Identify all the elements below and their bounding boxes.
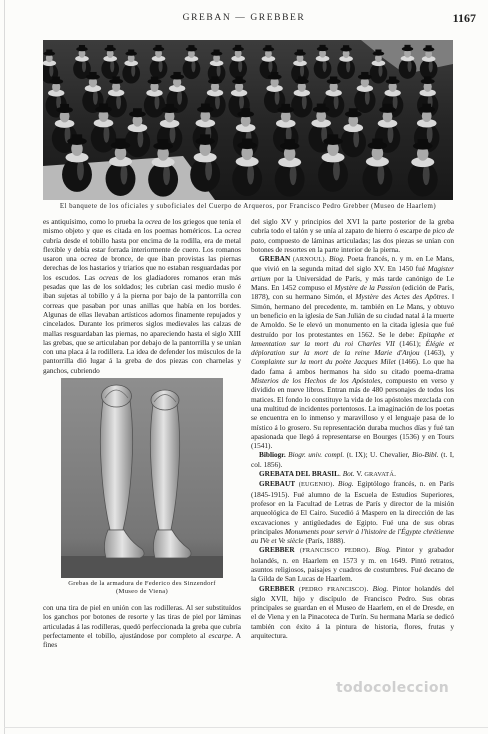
text-run: . — [366, 583, 373, 593]
entry-greban-bibliography — [251, 450, 454, 469]
text-run: (1466). Lo que ha dado fama á ambos hermanos ha sido su citado poema-drama — [251, 357, 454, 376]
italic-run: Epitaphe et lamentation sur la mort du roi Charles VII — [251, 329, 454, 348]
text-run: es antiquísimo, como lo prueba la — [43, 217, 146, 226]
italic-run: Misterios de los Hechos de los Apóstoles — [251, 376, 381, 386]
entry-grebata-del-brasil — [251, 469, 454, 479]
italic-run: pico de pato — [251, 226, 454, 245]
text-run: (t. IX); U. Chevalier, — [344, 450, 412, 460]
entry-grebber-francisco-pedro — [251, 545, 454, 583]
text-run: . A fines — [43, 630, 241, 650]
text-run: (1463), y — [419, 348, 454, 358]
text-run: . — [324, 254, 330, 264]
text-run: , compuesto en verso y dividido en nueve libros. Entran más de 480 personajes de todos los matices. El fondo lo constituye la vida de los apóstoles mezclada con una multitud de incidentes portentosos. La imaginación de los poetas se encuentra en lo inmenso y maravilloso y el lenguaje pasa de lo místico á lo grosero. Su representación duraba muchos días y fué tan apasionada que llegó á representarse en Bourges (1536) y en Tours (1541). — [251, 376, 454, 451]
left-figure-caption — [43, 580, 241, 596]
text-run: V. — [354, 469, 365, 479]
left-figure-caption-line2: (Museo de Viena) — [116, 588, 168, 596]
text-run: , compuesto de láminas articuladas; las dos piezas se unían con botones de resortes en la parte interior de la pierna. — [251, 235, 454, 254]
entry-greban — [251, 254, 454, 450]
italic-run: ocreas — [99, 272, 119, 282]
italic-run: Biog. — [329, 254, 345, 264]
headword: GREBAN — [259, 254, 291, 264]
italic-run: Complainte sur la mort du poète Jacques Milet — [251, 357, 396, 367]
headword: GREBATA DEL BRASIL — [259, 469, 340, 479]
text-run: . — [394, 469, 396, 479]
left-column — [43, 217, 241, 650]
italic-run: Bot. — [342, 469, 355, 479]
photo-background — [61, 378, 223, 578]
italic-run: Mystère de la Passion — [334, 283, 401, 293]
scan-edge-left — [4, 0, 5, 734]
small-caps-run: GRAVATÁ — [364, 471, 395, 479]
greba-article-ending — [43, 603, 241, 649]
text-run: (París, 1888). — [303, 536, 346, 546]
text-run: Poeta francés, n. y m. en Le Mans, que vivió en la segunda mitad del siglo XV. En 1450 fué — [251, 254, 454, 274]
italic-run: Élégie et déploration sur la mort de la reine Marie d'Anjou — [251, 338, 454, 358]
small-caps-run: (FRANCISCO PEDRO) — [299, 547, 369, 555]
pedestal — [61, 556, 223, 578]
italic-run: ocrea — [145, 217, 162, 226]
top-figure-caption: El banquete de los oficiales y suboficiales del Cuerpo de Arqueros, por Francisco Pedro Grebber (Museo de Haarlem) — [59, 203, 437, 210]
greba-article-continuation — [43, 217, 241, 375]
running-header: GREBAN — GREBBER — [182, 13, 306, 23]
text-run: . — [368, 545, 376, 555]
left-figure-caption-line1: Grebas de la armadura de Federico des Sinzendorf — [68, 580, 216, 588]
banquet-painting — [43, 40, 453, 200]
italic-run: Biog. — [375, 545, 391, 555]
headword: Bibliogr. — [259, 450, 286, 460]
italic-run: Monuments pour servir à l'histoire de l'Égypte chrétienne au IVe et Ve siècle — [251, 526, 454, 546]
entry-grebaut — [251, 479, 454, 545]
greaves-photo — [61, 378, 223, 578]
italic-run: Biogr. univ. compl. — [288, 450, 345, 460]
text-run: (edición de París, 1878), con su hermano Simón, el — [251, 283, 454, 302]
italic-run: Bio-Bibl. — [411, 450, 439, 460]
italic-run: Biog. — [372, 583, 389, 593]
italic-run: ocrea — [80, 254, 97, 264]
text-run: Egiptólogo francés, n. en París (1845-1915). Fué alumno de la Escuela de Estudios Superiores, profesor en la Facultad de Letras de París y director de la misión arqueológica de El Cairo. Sucedió á Maspero en la dirección de las excavaciones y antigüedades de Egipto. Fué una de sus obras principales — [251, 479, 454, 536]
text-run: . — [332, 479, 338, 489]
text-run: cubría desde el tobillo hasta por encima de la rodilla, era de metal flexible y debía estar forrada interiormente de cuero. Los romanos usaron una — [43, 235, 241, 264]
italic-run: Mystère des Actes des Apôtres — [355, 292, 448, 302]
headword: GREBAUT — [259, 479, 296, 489]
text-run: (t. I, col. 1856). — [251, 450, 454, 469]
page-number: 1167 — [452, 11, 476, 25]
greba-article-final-part — [251, 217, 454, 254]
small-caps-run: (PEDRO FRANCISCO) — [299, 585, 367, 593]
text-run: (1461); — [394, 338, 426, 348]
italic-run: Magister artium — [251, 264, 454, 283]
entry-grebber-pedro-francisco — [251, 584, 454, 641]
watermark: todocoleccion — [336, 680, 450, 696]
text-run: Pintor y grabador holandés, n. en Haarlem en 1573 y m. en 1649. Pintó retratos, asuntos religiosos, paisajes y cuadros de costumbres. Fué decano de la Gilda de San Lucas de Haarlem. — [251, 545, 454, 584]
text-run: por la Universidad de París, y más tarde canónigo de Le Mans. En 1452 compuso el — [251, 273, 454, 293]
text-run: Pintor holandés del siglo XVII, hijo y discípulo de Francisco Pedro. Sus obras principales se guardan en el Museo de Haarlem, en el de Dresde, en el de Viena y en la Pinacoteca de Turín. Su hermana María se dedicó también con éxito á la pintura de historia, flores, frutas y arquitectura. — [251, 583, 454, 641]
text-run: de bronce, de que iban provistas las piernas derechas de los hastarios y triarios que no estaban resguardadas por los escudos. Las — [43, 254, 242, 282]
headword: GREBBER — [259, 583, 295, 593]
text-run: de los gladiadores romanos eran más pesadas que las de los soldados; les cubrían casi medio muslo é iban sujetas al tobillo y á la pierna por bajo de la pantorrilla con correas que pasaban por unas anillas que había en los bordes. Algunas de ellas llevaban artísticos adornos finamente repujados y cincelados. Durante los primeros siglos medievales las calzas de mallas resguardaban las piernas, no apareciendo hasta el siglo XIII las grebas, que se articulaban por debajo de la pantorrilla y se unían con una placa á la rodillera. La idea de defender los músculos de la pantorrilla dió lugar á la greba de dos piezas con charnelas y ganchos, cubriendo — [43, 272, 242, 375]
small-caps-run: (ARNOUL) — [292, 256, 325, 264]
headword: GREBBER — [259, 545, 295, 555]
small-caps-run: (EUGENIO) — [298, 481, 333, 489]
text-run: con una tira de piel en unión con las rodilleras. Al ser substituídos los ganchos por botones de resorte y las tiras de piel por láminas articuladas á las rodilleras, quedó perfeccionada la greba que cubría perfectamente el tobillo, ajustándose por completo al — [43, 603, 241, 640]
scan-edge-bottom — [4, 727, 488, 728]
right-column — [251, 217, 454, 640]
text-run: del siglo XV y principios del XVI la parte posterior de la greba cubría todo el talón y se unía al zapato de hierro ó escarpe de — [251, 217, 454, 236]
text-run: . ‖ Simón, hermano del precedente, m. también en Le Mans, y obtuvo un beneficio en la iglesia de San Julián de su ciudad natal á la muerte de Arnoldo. Se le elevó un monumento en la citada iglesia que fué destruído por los protestantes en 1562. Se le debe: — [251, 292, 454, 339]
italic-run: Biog. — [338, 479, 354, 489]
italic-run: escarpe — [208, 630, 232, 640]
text-run: . — [339, 469, 343, 479]
italic-run: ocrea — [224, 226, 241, 236]
text-run: de los griegos que tenía el mismo objeto y que es citada en los poemas homéricos. La — [43, 217, 241, 236]
